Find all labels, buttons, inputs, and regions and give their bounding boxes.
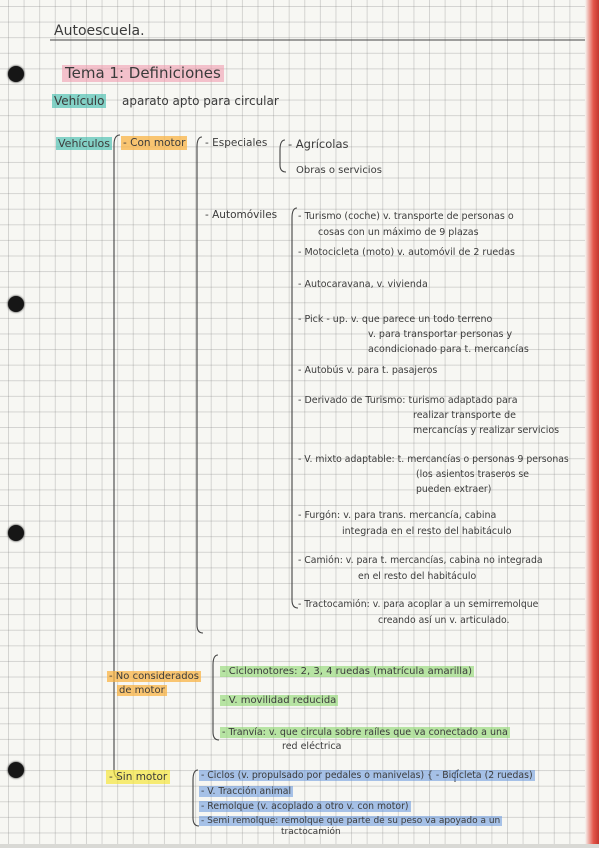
branch-especiales-label: - Especiales: [205, 137, 268, 149]
branch-no-considerados-line-1: - No considerados: [109, 671, 199, 682]
sin-motor-item-ciclos-text: - Ciclos (v. propulsado por pedales o manivelas) { - Bicicleta (2 ruedas): [201, 770, 533, 781]
auto-item-furgon-line-1: - Furgón: v. para trans. mercancía, cabina: [298, 510, 497, 521]
auto-item-furgon: [298, 508, 512, 540]
sin-motor-item-semiremolque-line-2: tractocamión: [281, 827, 341, 837]
branch-con-motor-label: - Con motor: [123, 137, 186, 149]
auto-item-pickup-line-1: - Pick - up. v. que parece un todo terreno: [298, 314, 493, 325]
page-header-title: Autoescuela.: [54, 23, 145, 39]
sin-motor-item-semiremolque: [199, 816, 502, 838]
no-considerados-item-tranvia-line-2: red eléctrica: [282, 741, 342, 752]
auto-item-mixto-line-2: (los asientos traseros se: [416, 469, 529, 480]
no-considerados-item-movilidad: [220, 696, 338, 706]
auto-item-derivado: [298, 393, 559, 438]
auto-item-derivado-line-3: mercancías y realizar servicios: [413, 425, 560, 436]
auto-item-turismo-line-2: cosas con un máximo de 9 plazas: [318, 227, 479, 238]
definition-text: aparato apto para circular: [122, 94, 279, 108]
auto-item-mixto-line-1: - V. mixto adaptable: t. mercancías o personas 9 personas: [298, 454, 569, 465]
auto-item-motocicleta: - Motocicleta (moto) v. automóvil de 2 ruedas: [298, 247, 515, 258]
auto-item-camion-line-1: - Camión: v. para t. mercancías, cabina no integrada: [298, 555, 543, 566]
no-considerados-item-movilidad-text: - V. movilidad reducida: [222, 695, 337, 706]
no-considerados-item-ciclomotores: [220, 667, 474, 677]
brace-no-considerados: [213, 655, 219, 740]
auto-item-camion: [298, 553, 543, 585]
sin-motor-item-ciclos: [199, 771, 535, 780]
auto-item-mixto-line-3: pueden extraer): [416, 484, 492, 495]
sin-motor-item-traccion: [199, 787, 293, 796]
especiales-item-agricolas: - Agrícolas: [288, 137, 349, 151]
topic-title: Tema 1: Definiciones: [62, 65, 224, 82]
auto-item-furgon-line-2: integrada en el resto del habitáculo: [342, 526, 512, 537]
auto-item-turismo-line-1: - Turismo (coche) v. transporte de personas o: [298, 211, 514, 222]
sin-motor-item-remolque-text: - Remolque (v. acoplado a otro v. con motor): [201, 801, 409, 812]
branch-no-considerados-line-2: de motor: [119, 685, 165, 696]
definition-term: Vehículo: [54, 94, 105, 108]
auto-item-camion-line-2: en el resto del habitáculo: [358, 571, 477, 582]
sin-motor-item-traccion-text: - V. Tracción animal: [201, 786, 292, 797]
no-considerados-item-tranvia-line-1: - Tranvía: v. que circula sobre raíles que va conectado a una: [222, 727, 508, 738]
brace-con-motor: [197, 137, 203, 633]
auto-item-pickup-line-3: acondicionado para t. mercancías: [368, 344, 529, 355]
brace-especiales: [280, 140, 286, 172]
auto-item-pickup-line-2: v. para transportar personas y: [368, 329, 513, 340]
auto-item-pickup: [298, 312, 529, 357]
auto-item-mixto: [298, 452, 569, 497]
branch-sin-motor-label: - Sin motor: [106, 770, 170, 784]
root-label-vehiculos: Vehículos: [58, 137, 111, 150]
auto-item-autobus: - Autobús v. para t. pasajeros: [298, 365, 438, 376]
no-considerados-item-tranvia: [220, 726, 510, 754]
auto-item-tractocamion-line-1: - Tractocamión: v. para acoplar a un semirremolque: [298, 599, 539, 610]
branch-automoviles-label: - Automóviles: [205, 209, 278, 221]
no-considerados-item-ciclomotores-text: - Ciclomotores: 2, 3, 4 ruedas (matrícula amarilla): [222, 666, 473, 677]
branch-con-motor: [121, 138, 187, 149]
auto-item-tractocamion: [298, 597, 538, 629]
auto-item-autocaravana: - Autocaravana, v. vivienda: [298, 279, 428, 290]
sin-motor-item-semiremolque-line-1: - Semi remolque: remolque que parte de su peso va apoyado a un: [201, 816, 501, 826]
sin-motor-item-remolque: [199, 802, 411, 811]
auto-item-derivado-line-2: realizar transporte de: [413, 410, 517, 421]
auto-item-turismo: [298, 209, 514, 241]
branch-sin-motor: [106, 772, 170, 783]
auto-item-derivado-line-1: - Derivado de Turismo: turismo adaptado para: [298, 395, 518, 406]
branch-no-considerados: [107, 670, 201, 698]
especiales-item-obras: Obras o servicios: [296, 165, 382, 176]
auto-item-tractocamion-line-2: creando así un v. articulado.: [378, 615, 510, 626]
